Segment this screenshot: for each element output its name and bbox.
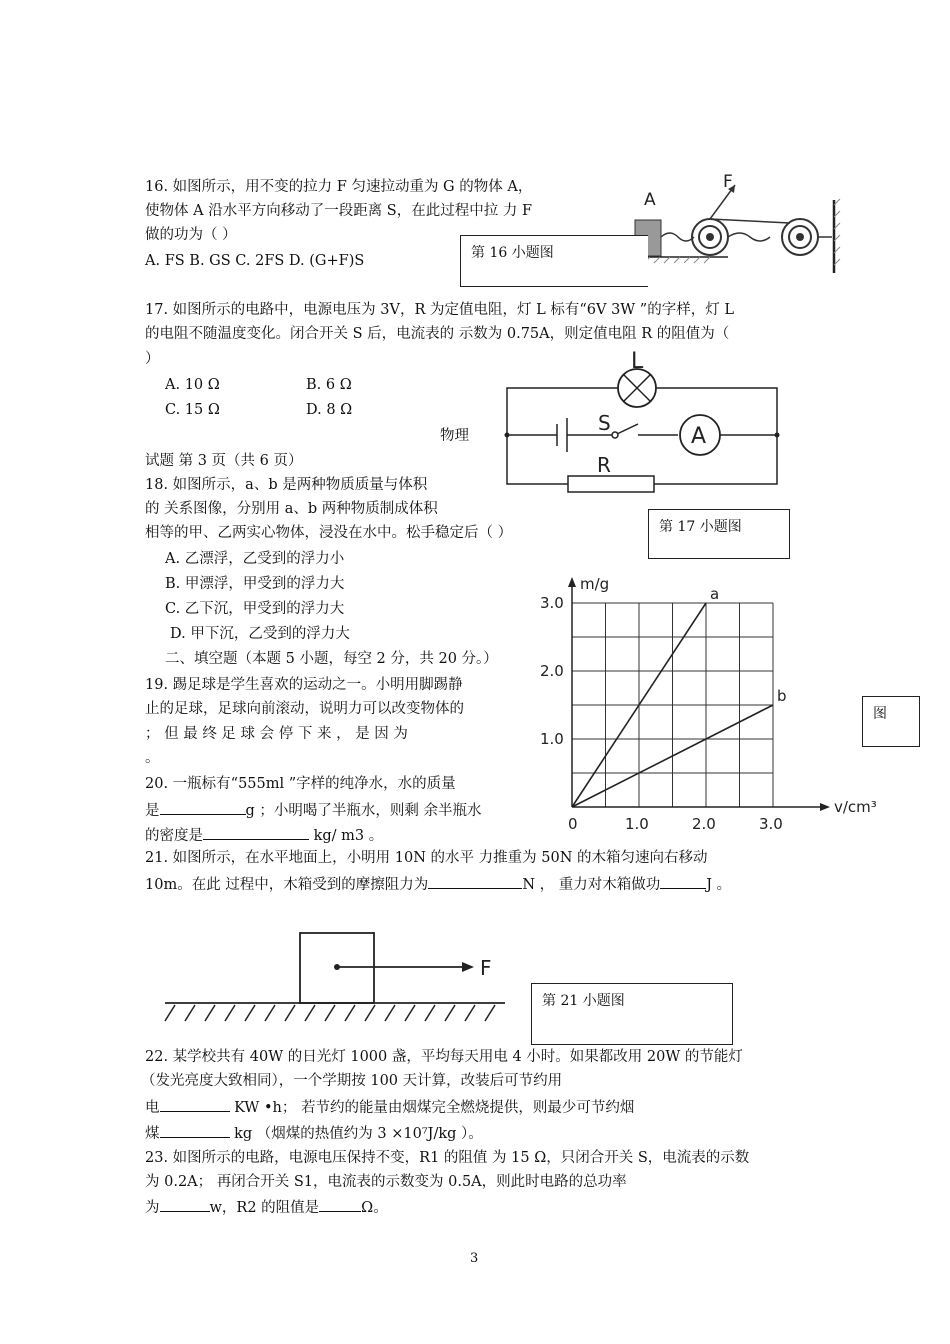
q19-line4: 。 bbox=[145, 750, 160, 766]
q21-line2 bbox=[145, 872, 731, 897]
q16-line1: 16. 如图所示，用不变的拉力 F 匀速拉动重为 G 的物体 A， bbox=[145, 179, 533, 195]
x-tick-label: 3.0 bbox=[759, 815, 783, 833]
footer-mid-subject: 物理 bbox=[440, 428, 469, 444]
q23-r2-blank[interactable] bbox=[319, 1195, 361, 1212]
q21-work-blank[interactable] bbox=[660, 872, 706, 889]
q23-line1: 23. 如图所示的电路，电源电压保持不变，R1 的阻值 为 15 Ω，只闭合开关 S，电流表的示数 bbox=[145, 1150, 750, 1166]
q18-side-box bbox=[862, 696, 920, 747]
q20-line2 bbox=[145, 798, 482, 823]
q20-line2-pre: 是 bbox=[145, 803, 160, 819]
y-axis-arrow bbox=[568, 577, 576, 587]
q23-line3 bbox=[145, 1195, 388, 1220]
q20-density-blank[interactable] bbox=[203, 823, 309, 840]
q21-friction-blank[interactable] bbox=[428, 872, 522, 889]
q22-line3 bbox=[145, 1095, 634, 1120]
q20-line1: 20. 一瓶标有“555ml ”字样的纯净水，水的质量 bbox=[145, 776, 456, 792]
q16-line3: 做的功为（ ） bbox=[145, 227, 237, 243]
q16-line2: 使物体 A 沿水平方向移动了一段距离 S，在此过程中拉 力 F bbox=[145, 203, 533, 219]
q23-line3-post: Ω。 bbox=[361, 1200, 388, 1216]
q20-mass-blank[interactable] bbox=[160, 798, 246, 815]
q19-line3: ； 但 最 终 足 球 会 停 下 来 ， 是 因 为 bbox=[145, 726, 408, 742]
q18-option-d: D. 甲下沉，乙受到的浮力大 bbox=[170, 626, 350, 642]
q20-line3 bbox=[145, 823, 383, 848]
q21-line2-pre: 10m。在此 过程中，木箱受到的摩擦阻力为 bbox=[145, 877, 429, 893]
q17-option-b: B. 6 Ω bbox=[306, 377, 352, 393]
q16-caption-box bbox=[460, 235, 648, 287]
q21-caption: 第 21 小题图 bbox=[542, 993, 625, 1009]
q16-fig-label-f: F bbox=[723, 172, 733, 192]
q18-mass-volume-chart bbox=[530, 575, 877, 835]
q22-line4 bbox=[145, 1121, 483, 1146]
q21-caption-box bbox=[531, 983, 733, 1045]
q23-line3-pre: 为 bbox=[145, 1200, 160, 1216]
y-tick-label: 1.0 bbox=[540, 730, 564, 748]
q23-line3-mid: w，R2 的阻值是 bbox=[209, 1200, 320, 1216]
q22-line4-pre: 煤 bbox=[145, 1126, 160, 1142]
footer-mid-page: 试题 第 3 页（共 6 页） bbox=[145, 453, 303, 469]
q18-option-b: B. 甲漂浮，甲受到的浮力大 bbox=[165, 576, 345, 592]
y-tick-label: 3.0 bbox=[540, 594, 564, 612]
series-label-a: a bbox=[710, 585, 720, 603]
q21-fig-force-label: F bbox=[480, 956, 492, 980]
q21-line2-mid: N ， 重力对木箱做功 bbox=[522, 877, 661, 893]
q18-line2: 的 关系图像，分别用 a、b 两种物质制成体积 bbox=[145, 501, 438, 517]
page-number: 3 bbox=[470, 1251, 479, 1266]
x-tick-label: 0 bbox=[568, 815, 578, 833]
q22-energy-blank[interactable] bbox=[160, 1095, 230, 1112]
q23-line2: 为 0.2A； 再闭合开关 S1，电流表的示数变为 0.5A，则此时电路的总功率 bbox=[145, 1174, 627, 1190]
x-tick-label: 2.0 bbox=[692, 815, 716, 833]
q17-fig-resistor-label: R bbox=[597, 453, 611, 477]
q22-line2: （发光亮度大致相同），一个学期按 100 天计算，改装后可节约用 bbox=[141, 1073, 563, 1089]
q20-line3-pre: 的密度是 bbox=[145, 828, 203, 844]
q19-line1: 19. 踢足球是学生喜欢的运动之一。小明用脚踢静 bbox=[145, 677, 463, 693]
y-tick-label: 2.0 bbox=[540, 662, 564, 680]
section-2-heading: 二、填空题（本题 5 小题，每空 2 分，共 20 分。） bbox=[165, 651, 498, 667]
q17-line1: 17. 如图所示的电路中，电源电压为 3V，R 为定值电阻，灯 L 标有“6V 3W ”的字样，灯 L bbox=[145, 302, 734, 318]
q17-fig-lamp-label: L bbox=[631, 349, 644, 374]
q17-option-c: C. 15 Ω bbox=[165, 402, 220, 418]
q17-fig-switch-label: S bbox=[598, 411, 611, 435]
q18-option-c: C. 乙下沉，甲受到的浮力大 bbox=[165, 601, 345, 617]
q17-option-a: A. 10 Ω bbox=[165, 377, 220, 393]
q17-caption-box bbox=[648, 509, 790, 559]
q16-caption: 第 16 小题图 bbox=[471, 245, 554, 261]
y-axis-label: m/g bbox=[580, 575, 610, 593]
q17-circuit-figure bbox=[500, 348, 790, 498]
x-axis-arrow bbox=[820, 803, 830, 811]
q21-line2-post: J 。 bbox=[706, 877, 732, 893]
q19-line2: 止的足球，足球向前滚动，说明力可以改变物体的 bbox=[145, 701, 464, 717]
x-tick-label: 1.0 bbox=[625, 815, 649, 833]
q20-line3-post: kg/ m3 。 bbox=[309, 828, 384, 844]
q17-line3: ） bbox=[145, 351, 160, 367]
q17-option-d: D. 8 Ω bbox=[306, 402, 353, 418]
q22-line3-post: KW •h； 若节约的能量由烟煤完全燃烧提供，则最少可节约烟 bbox=[229, 1100, 635, 1116]
q16-fig-label-a: A bbox=[644, 190, 656, 210]
q18-option-a: A. 乙漂浮，乙受到的浮力小 bbox=[165, 551, 345, 567]
q18-side-box-text: 图 bbox=[873, 706, 887, 722]
q17-caption: 第 17 小题图 bbox=[659, 519, 742, 535]
q21-box-figure bbox=[160, 925, 510, 1025]
q20-line2-post: g ；小明喝了半瓶水，则剩 余半瓶水 bbox=[245, 803, 482, 819]
q16-options: A. FS B. GS C. 2FS D. (G+F)S bbox=[145, 253, 365, 269]
x-axis-label: v/cm³ bbox=[834, 798, 877, 816]
q21-line1: 21. 如图所示，在水平地面上，小明用 10N 的水平 力推重为 50N 的木箱匀速向右移动 bbox=[145, 850, 708, 866]
q22-coal-blank[interactable] bbox=[160, 1121, 230, 1138]
q22-line4-post: kg （烟煤的热值约为 3 ×10⁷J/kg ）。 bbox=[229, 1126, 483, 1142]
q23-power-blank[interactable] bbox=[160, 1195, 210, 1212]
q22-line1: 22. 某学校共有 40W 的日光灯 1000 盏，平均每天用电 4 小时。如果都改用 20W 的节能灯 bbox=[145, 1049, 743, 1065]
q17-line2: 的电阻不随温度变化。闭合开关 S 后，电流表的 示数为 0.75A，则定值电阻 R 的阻值为（ bbox=[145, 326, 730, 342]
q18-line1: 18. 如图所示，a、b 是两种物质质量与体积 bbox=[145, 477, 428, 493]
q17-fig-ammeter-label: A bbox=[691, 424, 707, 449]
series-label-b: b bbox=[777, 687, 787, 705]
q18-line3: 相等的甲、乙两实心物体，浸没在水中。松手稳定后（ ） bbox=[145, 525, 513, 541]
q22-line3-pre: 电 bbox=[145, 1100, 160, 1116]
